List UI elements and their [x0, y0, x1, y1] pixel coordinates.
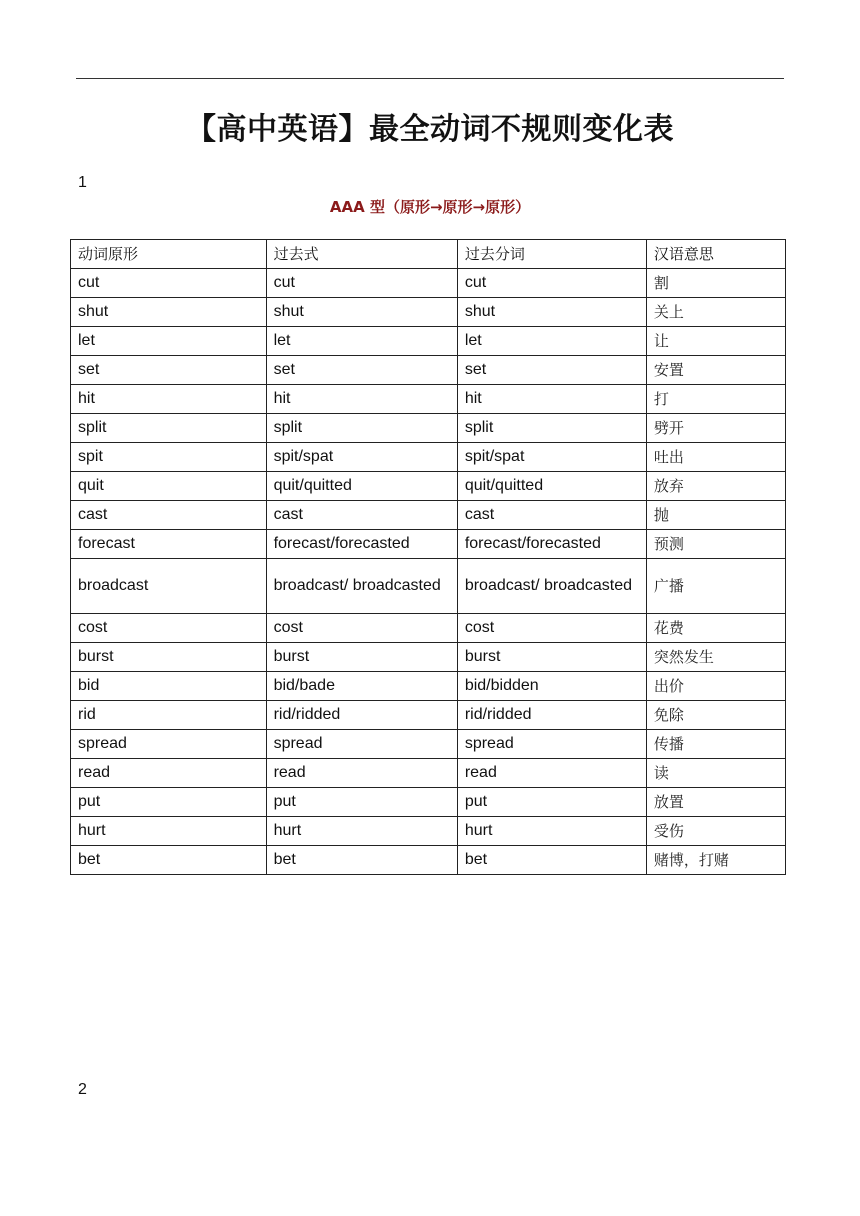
table-row: [71, 530, 786, 559]
header-base-form: 动词原形: [71, 240, 267, 269]
past-tense-cell: hurt: [266, 817, 457, 846]
base-form-cell: spit: [71, 443, 267, 472]
table-row: [71, 788, 786, 817]
meaning-cell: 让: [646, 327, 785, 356]
past-tense-cell: cost: [266, 614, 457, 643]
top-divider: [76, 78, 784, 79]
past-tense-cell: forecast/forecasted: [266, 530, 457, 559]
meaning-cell: 抛: [646, 501, 785, 530]
past-tense-cell: bid/bade: [266, 672, 457, 701]
past-tense-cell: spread: [266, 730, 457, 759]
meaning-cell: 吐出: [646, 443, 785, 472]
table-row: [71, 643, 786, 672]
base-form-cell: put: [71, 788, 267, 817]
base-form-cell: bet: [71, 846, 267, 875]
table-row: [71, 759, 786, 788]
past-participle-cell: quit/quitted: [457, 472, 646, 501]
meaning-cell: 突然发生: [646, 643, 785, 672]
meaning-cell: 传播: [646, 730, 785, 759]
table-row: [71, 414, 786, 443]
meaning-cell: 出价: [646, 672, 785, 701]
table-row: [71, 472, 786, 501]
base-form-cell: spread: [71, 730, 267, 759]
past-tense-cell: bet: [266, 846, 457, 875]
meaning-cell: 放置: [646, 788, 785, 817]
table-header-row: [71, 240, 786, 269]
past-participle-cell: hurt: [457, 817, 646, 846]
table-row: [71, 385, 786, 414]
section-heading: AAA 型（原形→原形→原形）: [329, 198, 531, 216]
base-form-cell: let: [71, 327, 267, 356]
meaning-cell: 安置: [646, 356, 785, 385]
past-tense-cell: spit/spat: [266, 443, 457, 472]
table-row: [71, 501, 786, 530]
base-form-cell: split: [71, 414, 267, 443]
base-form-cell: shut: [71, 298, 267, 327]
table-row: [71, 559, 786, 614]
base-form-cell: bid: [71, 672, 267, 701]
base-form-cell: forecast: [71, 530, 267, 559]
past-tense-cell: quit/quitted: [266, 472, 457, 501]
meaning-cell: 受伤: [646, 817, 785, 846]
meaning-cell: 打: [646, 385, 785, 414]
table-body: [71, 269, 786, 875]
table-row: [71, 443, 786, 472]
meaning-cell: 花费: [646, 614, 785, 643]
past-participle-cell: put: [457, 788, 646, 817]
past-tense-cell: put: [266, 788, 457, 817]
past-participle-cell: bet: [457, 846, 646, 875]
past-tense-cell: rid/ridded: [266, 701, 457, 730]
base-form-cell: rid: [71, 701, 267, 730]
past-tense-cell: broadcast/ broadcasted: [266, 559, 457, 614]
past-participle-cell: bid/bidden: [457, 672, 646, 701]
past-participle-cell: burst: [457, 643, 646, 672]
meaning-cell: 割: [646, 269, 785, 298]
past-participle-cell: cost: [457, 614, 646, 643]
base-form-cell: read: [71, 759, 267, 788]
table-row: [71, 730, 786, 759]
table-row: [71, 327, 786, 356]
past-tense-cell: hit: [266, 385, 457, 414]
past-participle-cell: spit/spat: [457, 443, 646, 472]
past-tense-cell: split: [266, 414, 457, 443]
meaning-cell: 免除: [646, 701, 785, 730]
table-row: [71, 701, 786, 730]
past-tense-cell: read: [266, 759, 457, 788]
past-participle-cell: let: [457, 327, 646, 356]
past-tense-cell: set: [266, 356, 457, 385]
meaning-cell: 关上: [646, 298, 785, 327]
page-number: 1: [78, 174, 87, 191]
table-row: [71, 817, 786, 846]
meaning-cell: 放弃: [646, 472, 785, 501]
meaning-cell: 读: [646, 759, 785, 788]
header-past-tense: 过去式: [266, 240, 457, 269]
past-participle-cell: split: [457, 414, 646, 443]
table-row: [71, 298, 786, 327]
page-number: 2: [78, 1081, 87, 1098]
document-title: 【高中英语】最全动词不规则变化表: [186, 112, 674, 147]
irregular-verbs-table: [70, 239, 786, 875]
past-participle-cell: shut: [457, 298, 646, 327]
past-tense-cell: let: [266, 327, 457, 356]
past-participle-cell: read: [457, 759, 646, 788]
past-participle-cell: cast: [457, 501, 646, 530]
base-form-cell: cut: [71, 269, 267, 298]
past-tense-cell: shut: [266, 298, 457, 327]
base-form-cell: set: [71, 356, 267, 385]
past-participle-cell: cut: [457, 269, 646, 298]
meaning-cell: 劈开: [646, 414, 785, 443]
table-row: [71, 672, 786, 701]
past-tense-cell: cut: [266, 269, 457, 298]
base-form-cell: broadcast: [71, 559, 267, 614]
header-past-participle: 过去分词: [457, 240, 646, 269]
base-form-cell: quit: [71, 472, 267, 501]
base-form-cell: burst: [71, 643, 267, 672]
base-form-cell: cost: [71, 614, 267, 643]
base-form-cell: hurt: [71, 817, 267, 846]
past-tense-cell: cast: [266, 501, 457, 530]
meaning-cell: 广播: [646, 559, 785, 614]
table-row: [71, 614, 786, 643]
past-participle-cell: set: [457, 356, 646, 385]
past-participle-cell: rid/ridded: [457, 701, 646, 730]
past-participle-cell: spread: [457, 730, 646, 759]
base-form-cell: cast: [71, 501, 267, 530]
meaning-cell: 赌博，打赌: [646, 846, 785, 875]
past-tense-cell: burst: [266, 643, 457, 672]
past-participle-cell: broadcast/ broadcasted: [457, 559, 646, 614]
past-participle-cell: hit: [457, 385, 646, 414]
table-row: [71, 269, 786, 298]
table-row: [71, 356, 786, 385]
header-chinese-meaning: 汉语意思: [646, 240, 785, 269]
table-row: [71, 846, 786, 875]
base-form-cell: hit: [71, 385, 267, 414]
meaning-cell: 预测: [646, 530, 785, 559]
past-participle-cell: forecast/forecasted: [457, 530, 646, 559]
